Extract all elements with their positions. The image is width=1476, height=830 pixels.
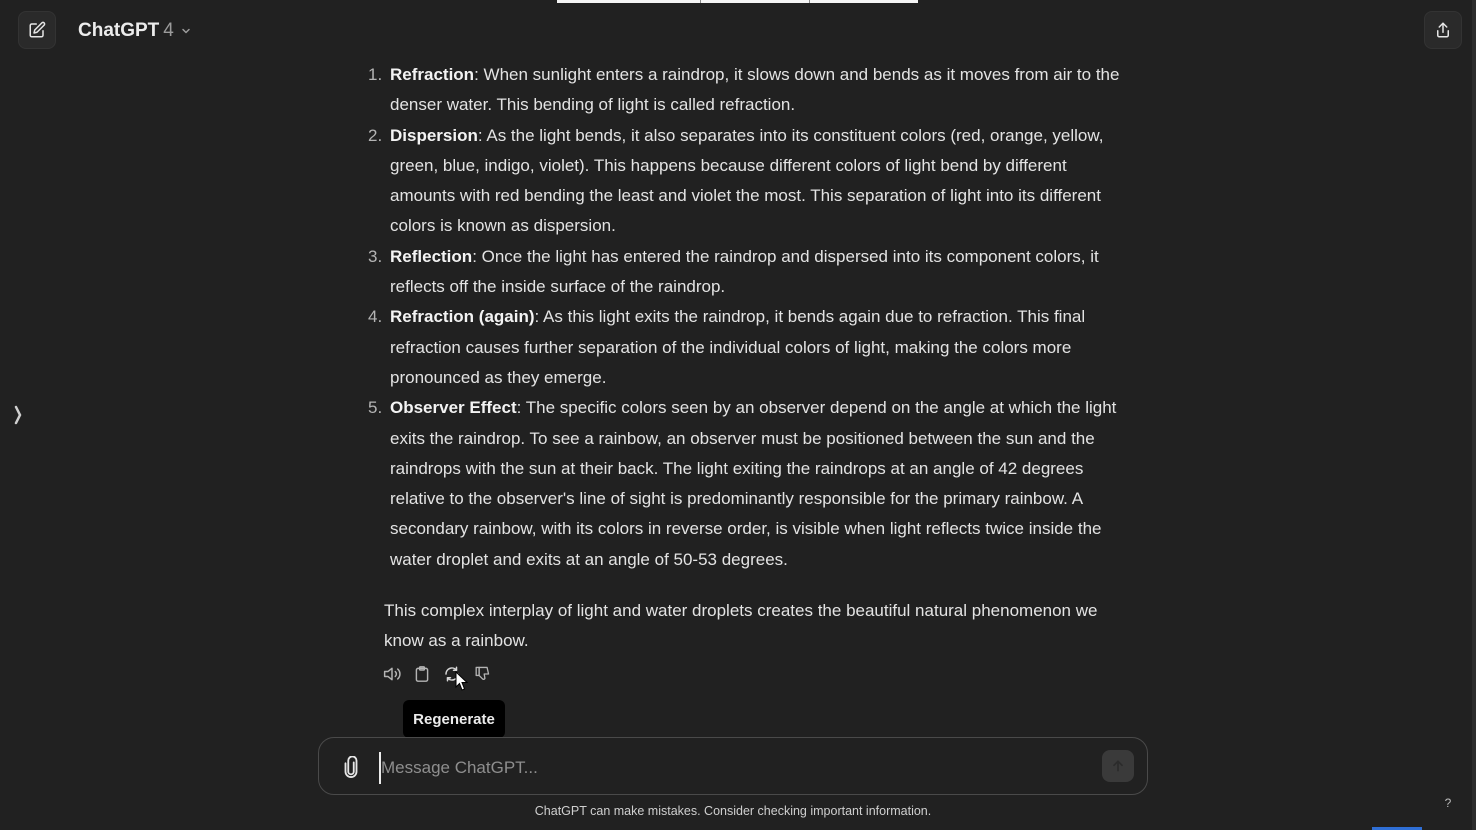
list-item	[364, 121, 1124, 242]
share-icon	[1434, 21, 1452, 39]
list-number: 2.	[368, 125, 383, 145]
assistant-message	[364, 60, 1124, 657]
copy-button[interactable]	[412, 663, 432, 685]
thumbs-down-icon	[474, 665, 490, 683]
step-term: Reflection	[390, 246, 473, 266]
step-term: Refraction (again)	[390, 307, 535, 327]
list-number: 4.	[368, 307, 383, 327]
paperclip-icon	[343, 756, 359, 778]
help-button[interactable]: ?	[1444, 796, 1452, 810]
attach-button[interactable]	[339, 754, 363, 780]
chevron-down-icon	[180, 25, 192, 37]
message-composer	[318, 737, 1148, 795]
list-number: 5.	[368, 398, 383, 418]
disclaimer-text: ChatGPT can make mistakes. Consider checking important information.	[534, 804, 932, 818]
step-term: Refraction	[390, 65, 475, 84]
regenerate-tooltip: Regenerate	[403, 700, 505, 738]
step-text: : As the light bends, it also separates into its constituent colors (red, orange, yellow, green, blue, indigo, violet). This happens because different colors of light bend by different amounts with red bending the least and violet the most. This separation of light into its different colors is known as dispersion.	[390, 125, 1104, 236]
send-button[interactable]	[1102, 750, 1134, 782]
list-item	[364, 302, 1124, 393]
step-text: : As this light exits the raindrop, it bends again due to refraction. This final refraction causes further separation of the individual colors of light, making the colors more pronounced as they emerge.	[390, 307, 1086, 387]
share-button[interactable]	[1424, 11, 1462, 49]
step-text: : The specific colors seen by an observer depend on the angle at which the light exits the raindrop. To see a rainbow, an observer must be positioned between the sun and the raindrops with the sun at their back. The light exiting the raindrops at an angle of 42 degrees relative to the observer's line of sight is predominantly responsible for the primary rainbow. A secondary rainbow, with its colors in reverse order, is visible when light reflects twice inside the water droplet and exits at an angle of 50-53 degrees.	[390, 398, 1117, 569]
edit-icon	[28, 21, 46, 39]
model-name: ChatGPT	[78, 20, 160, 41]
model-selector[interactable]	[78, 18, 192, 44]
step-term: Dispersion	[390, 125, 478, 145]
message-actions	[382, 662, 492, 686]
read-aloud-button[interactable]	[382, 663, 402, 685]
summary-paragraph: This complex interplay of light and water droplets creates the beautiful natural phenomenon we know as a rainbow.	[384, 601, 1098, 651]
step-term: Observer Effect	[390, 398, 517, 418]
header	[0, 0, 1476, 62]
message-input[interactable]	[379, 752, 1083, 784]
sidebar-toggle[interactable]	[10, 403, 26, 427]
steps-list	[364, 60, 1124, 575]
dislike-button[interactable]	[472, 663, 492, 685]
model-version: 4	[163, 20, 174, 41]
step-text: : Once the light has entered the raindrop and dispersed into its component colors, it reflects off the inside surface of the raindrop.	[390, 246, 1099, 297]
step-text: : When sunlight enters a raindrop, it slows down and bends as it moves from air to the denser water. This bending of light is called refraction.	[390, 65, 1120, 115]
list-item	[364, 60, 1124, 121]
mouse-cursor-icon	[455, 671, 469, 691]
scrollbar[interactable]	[1472, 0, 1476, 830]
arrow-up-icon	[1110, 758, 1126, 774]
chevron-right-icon	[13, 404, 23, 426]
new-chat-button[interactable]	[18, 11, 56, 49]
list-item	[364, 393, 1124, 575]
list-item	[364, 242, 1124, 303]
clipboard-icon	[414, 665, 430, 683]
speaker-icon	[382, 665, 402, 683]
list-number: 1.	[368, 65, 383, 84]
list-number: 3.	[368, 246, 383, 266]
